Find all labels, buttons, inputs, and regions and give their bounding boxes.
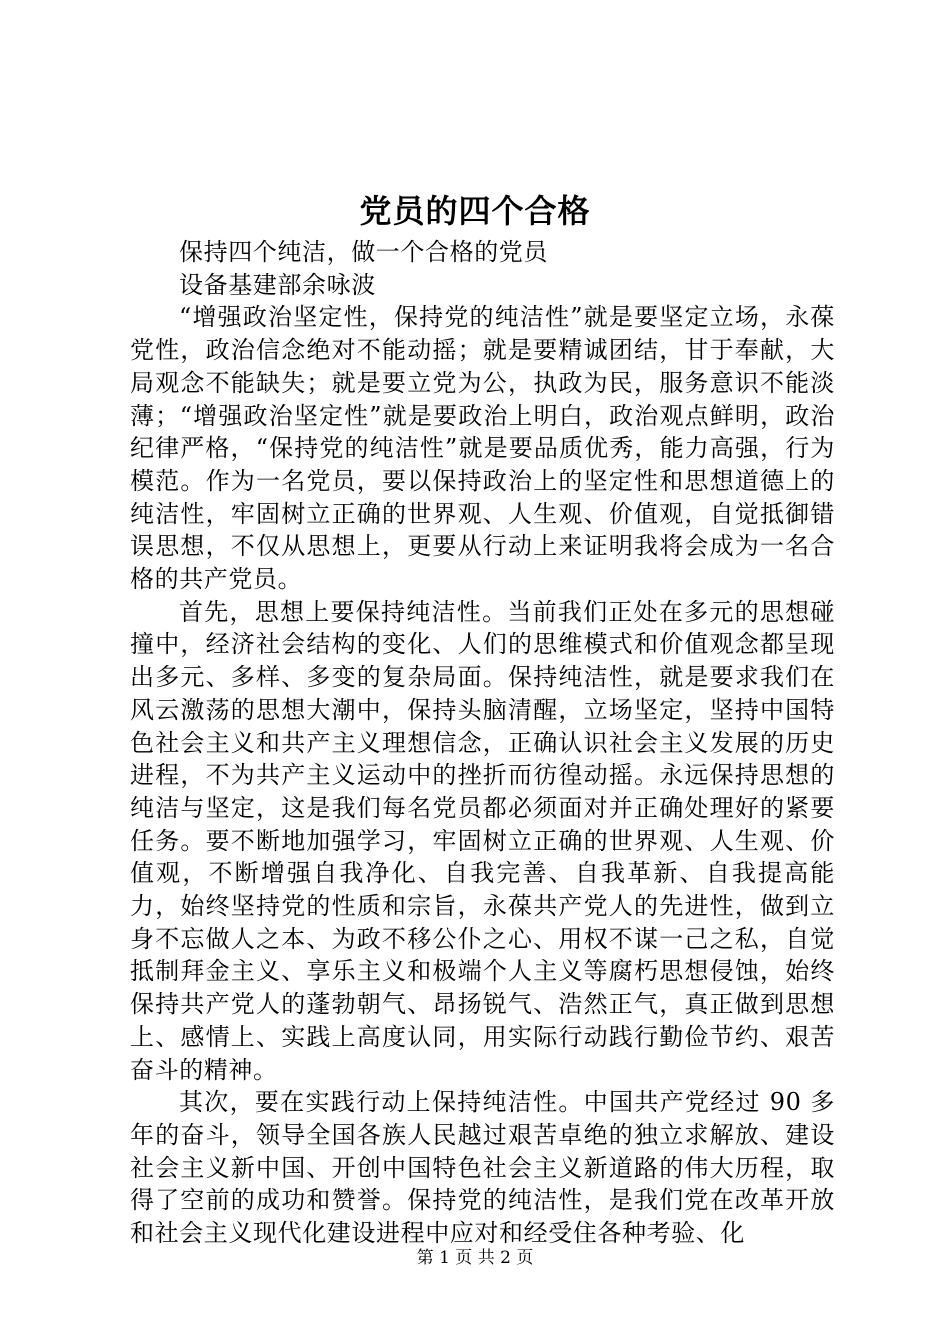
- body-paragraph: 其次，要在实践行动上保持纯洁性。中国共产党经过 90 多年的奋斗，领导全国各族人民越过艰苦卓绝的独立求解放、建设社会主义新中国、开创中国特色社会主义新道路的伟大历程，取得了空前的成功和赞誉。保持党的纯洁性，是我们党在改革开放和社会主义现代化建设进程中应对和经受住各种考验、化: [130, 1088, 835, 1248]
- document-body: [130, 236, 835, 1250]
- body-paragraph: 首先，思想上要保持纯洁性。当前我们正处在多元的思想碰撞中，经济社会结构的变化、人们的思维模式和价值观念都呈现出多元、多样、多变的复杂局面。保持纯洁性，就是要求我们在风云激荡的思想大潮中，保持头脑清醒，立场坚定，坚持中国特色社会主义和共产主义理想信念，正确认识社会主义发展的历史进程，不为共产主义运动中的挫折而彷徨动摇。永远保持思想的纯洁与坚定，这是我们每名党员都必须面对并正确处理好的紧要任务。要不断地加强学习，牢固树立正确的世界观、人生观、价值观，不断增强自我净化、自我完善、自我革新、自我提高能力，始终坚持党的性质和宗旨，永葆共产党人的先进性，做到立身不忘做人之本、为政不移公仆之心、用权不谋一己之私，自觉抵制拜金主义、享乐主义和极端个人主义等腐朽思想侵蚀，始终保持共产党人的蓬勃朝气、昂扬锐气、浩然正气，真正做到思想上、感情上、实践上高度认同，用实际行动践行勤俭节约、艰苦奋斗的精神。: [130, 597, 835, 1084]
- document-title: 党员的四个合格: [359, 192, 591, 230]
- body-paragraph: “增强政治坚定性，保持党的纯洁性”就是要坚定立场，永葆党性，政治信念绝对不能动摇；就是要精诚团结，甘于奉献，大局观念不能缺失；就是要立党为公，执政为民，服务意识不能淡薄；“增强政治坚定性”就是要政治上明白，政治观点鲜明，政治纪律严格，“保持党的纯洁性”就是要品质优秀，能力高强，行为模范。作为一名党员，要以保持政治上的坚定性和思想道德上的纯洁性，牢固树立正确的世界观、人生观、价值观，自觉抵御错误思想，不仅从思想上，更要从行动上来证明我将会成为一名合格的共产党员。: [130, 303, 835, 594]
- author-line: 设备基建部余咏波: [179, 270, 376, 299]
- page-footer: 第 1 页 共 2 页: [416, 1248, 534, 1268]
- subtitle-line: 保持四个纯洁，做一个合格的党员: [179, 238, 548, 266]
